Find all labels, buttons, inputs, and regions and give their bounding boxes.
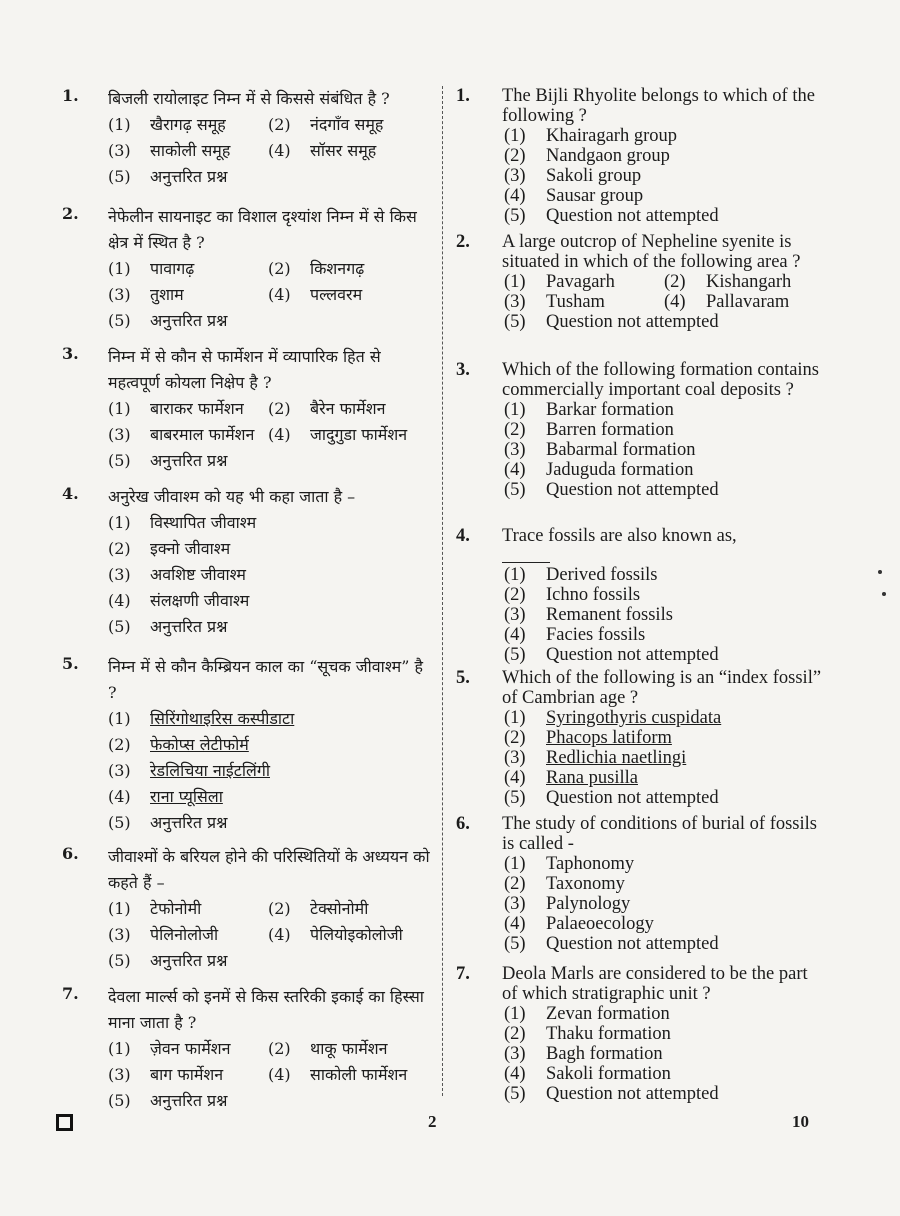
option-number: (2) (268, 399, 291, 418)
option-item (108, 536, 434, 562)
option-number: (3) (108, 925, 131, 944)
option-number: (1) (504, 400, 526, 420)
question-number: 7. (456, 964, 470, 984)
option-item (268, 138, 434, 164)
option-number: (1) (108, 513, 131, 532)
option-item (664, 272, 824, 292)
question-block (456, 814, 824, 954)
option-number: (3) (504, 1044, 526, 1064)
option-text: पावागढ़ (150, 259, 195, 278)
question-block (62, 844, 434, 974)
option-number: (1) (108, 399, 131, 418)
option-text: टेफोनोमी (150, 899, 202, 918)
question-number: 6. (62, 844, 79, 863)
option-text: Zevan formation (546, 1004, 670, 1024)
options-list (504, 708, 824, 808)
option-text: Bagh formation (546, 1044, 663, 1064)
option-text: Nandgaon group (546, 146, 670, 166)
option-number: (4) (268, 1065, 291, 1084)
question-text: जीवाश्मों के बरियल होने की परिस्थितियों के अध्ययन को कहते हैं – (108, 847, 430, 892)
option-number: (3) (504, 748, 526, 768)
option-text: Kishangarh (706, 272, 792, 292)
option-number: (4) (108, 591, 131, 610)
option-item (108, 896, 268, 922)
option-text: खैरागढ़ समूह (150, 115, 226, 134)
option-item (108, 396, 268, 422)
question-text: The study of conditions of burial of fossils is called - (502, 814, 817, 854)
option-item (268, 896, 434, 922)
option-text: साकोली समूह (150, 141, 231, 160)
option-text: बाबरमाल फार्मेशन (150, 425, 255, 444)
option-item (108, 138, 268, 164)
options-list (108, 706, 434, 836)
question-number: 4. (62, 484, 79, 503)
option-item (108, 614, 434, 640)
option-text: सॉसर समूह (310, 141, 377, 160)
option-text: Redlichia naetlingi (546, 748, 687, 768)
option-text: अनुत्तरित प्रश्न (150, 451, 228, 470)
option-text: थाकू फार्मेशन (310, 1039, 388, 1058)
question-block (62, 654, 434, 836)
option-text: Babarmal formation (546, 440, 696, 460)
option-item (268, 422, 434, 448)
option-text: Sakoli formation (546, 1064, 671, 1084)
option-text: Taphonomy (546, 854, 635, 874)
option-item (504, 708, 824, 728)
option-item (108, 588, 434, 614)
option-item (108, 758, 434, 784)
question-block (62, 86, 434, 190)
options-list (504, 1004, 824, 1104)
option-number: (5) (504, 312, 526, 332)
option-number: (3) (108, 1065, 131, 1084)
option-text: Question not attempted (546, 788, 719, 808)
option-item (108, 282, 268, 308)
option-number: (3) (108, 565, 131, 584)
option-item (108, 510, 434, 536)
option-number: (4) (664, 292, 686, 312)
option-text: अवशिष्ट जीवाश्म (150, 565, 246, 584)
question-text: बिजली रायोलाइट निम्न में से किससे संबंधित है ? (108, 89, 390, 108)
option-item (504, 460, 824, 480)
option-text: जादुगुडा फार्मेशन (310, 425, 408, 444)
option-number: (2) (664, 272, 686, 292)
option-item (108, 112, 268, 138)
option-text: अनुत्तरित प्रश्न (150, 617, 228, 636)
question-block (456, 86, 824, 226)
option-number: (4) (504, 625, 526, 645)
question-text: अनुरेख जीवाश्म को यह भी कहा जाता है – (108, 487, 356, 506)
option-number: (2) (504, 146, 526, 166)
option-text: Derived fossils (546, 565, 658, 585)
option-number: (4) (504, 460, 526, 480)
option-item (504, 186, 824, 206)
option-item (108, 164, 434, 190)
option-number: (2) (108, 539, 131, 558)
option-number: (5) (504, 934, 526, 954)
option-text: Khairagarh group (546, 126, 677, 146)
option-item (504, 894, 824, 914)
option-number: (3) (504, 166, 526, 186)
option-text: Pavagarh (546, 272, 615, 292)
question-block (62, 984, 434, 1114)
option-number: (1) (504, 272, 526, 292)
option-item (504, 272, 664, 292)
option-item (504, 1024, 824, 1044)
option-item (504, 480, 824, 500)
option-item (504, 126, 824, 146)
option-number: (2) (504, 874, 526, 894)
option-text: Pallavaram (706, 292, 790, 312)
option-item (108, 256, 268, 282)
option-number: (5) (108, 311, 131, 330)
question-number: 7. (62, 984, 79, 1003)
option-item (664, 292, 824, 312)
option-item (504, 728, 824, 748)
option-text: बैरेन फार्मेशन (310, 399, 386, 418)
option-text: अनुत्तरित प्रश्न (150, 311, 228, 330)
option-item (504, 585, 824, 605)
option-number: (2) (268, 259, 291, 278)
option-text: किशनगढ़ (310, 259, 365, 278)
question-number: 2. (456, 232, 470, 252)
options-list (504, 854, 824, 954)
option-number: (5) (504, 645, 526, 665)
option-number: (5) (108, 951, 131, 970)
options-list (504, 565, 824, 665)
option-text: Jaduguda formation (546, 460, 694, 480)
option-text: अनुत्तरित प्रश्न (150, 951, 228, 970)
option-number: (4) (504, 186, 526, 206)
option-item (504, 146, 824, 166)
option-text: संलक्षणी जीवाश्म (150, 591, 250, 610)
option-text: पेलियोइकोलोजी (310, 925, 403, 944)
question-block (62, 344, 434, 474)
question-text: The Bijli Rhyolite belongs to which of the following ? (502, 86, 815, 126)
option-text: Question not attempted (546, 480, 719, 500)
option-item (504, 788, 824, 808)
question-number: 5. (456, 668, 470, 688)
option-number: (1) (504, 565, 526, 585)
question-text: देवला मार्ल्स को इनमें से किस स्तरिकी इकाई का हिस्सा माना जाता है ? (108, 987, 424, 1032)
option-item (504, 565, 824, 585)
option-text: अनुत्तरित प्रश्न (150, 813, 228, 832)
option-number: (5) (108, 1091, 131, 1110)
option-item (108, 1088, 434, 1114)
option-number: (5) (504, 1084, 526, 1104)
option-number: (1) (504, 126, 526, 146)
option-number: (1) (108, 899, 131, 918)
option-item (108, 562, 434, 588)
option-item (108, 1062, 268, 1088)
option-number: (3) (504, 440, 526, 460)
option-item (504, 605, 824, 625)
options-list (504, 272, 824, 332)
option-item (504, 645, 824, 665)
option-item (108, 448, 434, 474)
option-item (504, 934, 824, 954)
option-item (268, 922, 434, 948)
option-number: (1) (504, 708, 526, 728)
column-divider (442, 86, 443, 1096)
option-text: विस्थापित जीवाश्म (150, 513, 257, 532)
question-number: 2. (62, 204, 79, 223)
option-item (504, 914, 824, 934)
option-item (504, 166, 824, 186)
options-list (108, 896, 434, 974)
option-text: Question not attempted (546, 934, 719, 954)
option-item (504, 206, 824, 226)
option-text: Thaku formation (546, 1024, 671, 1044)
option-number: (4) (268, 925, 291, 944)
option-item (504, 440, 824, 460)
option-text: साकोली फार्मेशन (310, 1065, 408, 1084)
option-text: Remanent fossils (546, 605, 673, 625)
option-item (108, 922, 268, 948)
option-item (108, 308, 434, 334)
option-text: Palynology (546, 894, 631, 914)
option-item (268, 1062, 434, 1088)
option-number: (3) (504, 605, 526, 625)
option-item (504, 420, 824, 440)
option-text: टेक्सोनोमी (310, 899, 369, 918)
options-list (504, 400, 824, 500)
option-item (108, 784, 434, 810)
question-text: निम्न में से कौन कैम्ब्रियन काल का “सूचक जीवाश्म” है ? (108, 657, 423, 702)
options-list (108, 396, 434, 474)
option-number: (5) (108, 813, 131, 832)
question-block (456, 668, 824, 808)
option-number: (1) (504, 854, 526, 874)
option-item (108, 810, 434, 836)
option-text: Rana pusilla (546, 768, 638, 788)
page-number-right: 10 (792, 1112, 809, 1131)
question-block (62, 484, 434, 640)
option-number: (3) (108, 761, 131, 780)
option-text: Taxonomy (546, 874, 625, 894)
option-number: (4) (108, 787, 131, 806)
square-icon (56, 1114, 73, 1131)
question-text: Trace fossils are also known as, (502, 526, 737, 546)
option-text: Syringothyris cuspidata (546, 708, 722, 728)
option-item (268, 282, 434, 308)
option-number: (2) (268, 899, 291, 918)
option-number: (4) (268, 141, 291, 160)
option-text: Question not attempted (546, 645, 719, 665)
option-text: Sausar group (546, 186, 644, 206)
question-block (456, 526, 824, 665)
option-item (504, 292, 664, 312)
question-number: 3. (62, 344, 79, 363)
option-item (108, 948, 434, 974)
question-number: 5. (62, 654, 79, 673)
option-text: बाराकर फार्मेशन (150, 399, 244, 418)
option-number: (4) (504, 768, 526, 788)
option-number: (2) (268, 115, 291, 134)
option-text: Phacops latiform (546, 728, 672, 748)
question-text: Deola Marls are considered to be the part of which stratigraphic unit ? (502, 964, 808, 1004)
option-number: (5) (504, 788, 526, 808)
edge-mark (882, 592, 886, 596)
option-text: Question not attempted (546, 1084, 719, 1104)
question-text: A large outcrop of Nepheline syenite is situated in which of the following area ? (502, 232, 801, 272)
question-number: 1. (62, 86, 79, 105)
option-text: सिरिंगोथाइरिस कस्पीडाटा (150, 709, 295, 728)
option-text: Tusham (546, 292, 605, 312)
option-number: (3) (108, 141, 131, 160)
option-number: (2) (504, 585, 526, 605)
question-block (456, 232, 824, 332)
option-item (504, 854, 824, 874)
option-item (504, 312, 824, 332)
option-text: Ichno fossils (546, 585, 641, 605)
option-number: (5) (504, 206, 526, 226)
option-number: (1) (108, 259, 131, 278)
option-number: (1) (108, 1039, 131, 1058)
option-item (108, 706, 434, 732)
option-text: नंदगाँव समूह (310, 115, 384, 134)
option-item (108, 1036, 268, 1062)
option-item (504, 1044, 824, 1064)
option-text: Question not attempted (546, 206, 719, 226)
option-number: (5) (108, 167, 131, 186)
option-text: अनुत्तरित प्रश्न (150, 1091, 228, 1110)
option-item (108, 422, 268, 448)
option-text: Barkar formation (546, 400, 674, 420)
question-text: नेफेलीन सायनाइट का विशाल दृश्यांश निम्न में से किस क्षेत्र में स्थित है ? (108, 207, 417, 252)
option-number: (5) (504, 480, 526, 500)
option-number: (5) (108, 617, 131, 636)
option-text: पल्लवरम (310, 285, 363, 304)
option-text: पेलिनोलोजी (150, 925, 219, 944)
options-list (108, 112, 434, 190)
option-item (504, 748, 824, 768)
edge-mark (878, 570, 882, 574)
option-item (504, 1004, 824, 1024)
option-text: ज़ेवन फार्मेशन (150, 1039, 231, 1058)
option-number: (4) (504, 1064, 526, 1084)
option-text: Palaeoecology (546, 914, 654, 934)
question-number: 3. (456, 360, 470, 380)
option-number: (2) (504, 728, 526, 748)
question-text: निम्न में से कौन से फार्मेशन में व्यापारिक हित से महत्वपूर्ण कोयला निक्षेप है ? (108, 347, 381, 392)
question-block (456, 964, 824, 1104)
page-number-left: 2 (428, 1112, 437, 1131)
option-number: (1) (108, 709, 131, 728)
option-text: Sakoli group (546, 166, 642, 186)
option-item (504, 625, 824, 645)
option-item (268, 396, 434, 422)
option-item (504, 400, 824, 420)
answer-blank-line (502, 548, 550, 563)
options-list (504, 126, 824, 226)
question-block (456, 360, 824, 500)
option-text: Facies fossils (546, 625, 646, 645)
option-item (504, 1064, 824, 1084)
question-number: 1. (456, 86, 470, 106)
option-item (268, 1036, 434, 1062)
option-text: बाग फार्मेशन (150, 1065, 224, 1084)
option-number: (2) (108, 735, 131, 754)
option-item (504, 768, 824, 788)
option-text: रेडलिचिया नाईटलिंगी (150, 761, 270, 780)
question-block (62, 204, 434, 334)
option-item (108, 732, 434, 758)
question-text: Which of the following formation contains commercially important coal deposits ? (502, 360, 819, 400)
question-text: Which of the following is an “index fossil” of Cambrian age ? (502, 668, 822, 708)
option-number: (1) (108, 115, 131, 134)
option-number: (4) (268, 285, 291, 304)
option-item (504, 874, 824, 894)
option-text: Barren formation (546, 420, 674, 440)
options-list (108, 510, 434, 640)
option-text: तुशाम (150, 285, 184, 304)
options-list (108, 256, 434, 334)
option-text: अनुत्तरित प्रश्न (150, 167, 228, 186)
option-text: Question not attempted (546, 312, 719, 332)
option-number: (3) (108, 285, 131, 304)
option-number: (5) (108, 451, 131, 470)
option-number: (3) (504, 894, 526, 914)
question-number: 6. (456, 814, 470, 834)
option-item (504, 1084, 824, 1104)
option-number: (3) (504, 292, 526, 312)
option-number: (2) (504, 1024, 526, 1044)
option-item (268, 112, 434, 138)
option-number: (3) (108, 425, 131, 444)
option-text: फेकोप्स लेटीफोर्म (150, 735, 249, 754)
option-item (268, 256, 434, 282)
option-number: (4) (268, 425, 291, 444)
option-text: इक्नो जीवाश्म (150, 539, 231, 558)
option-number: (2) (268, 1039, 291, 1058)
question-number: 4. (456, 526, 470, 546)
option-text: राना प्यूसिला (150, 787, 223, 806)
option-number: (1) (504, 1004, 526, 1024)
option-number: (4) (504, 914, 526, 934)
options-list (108, 1036, 434, 1114)
option-number: (2) (504, 420, 526, 440)
